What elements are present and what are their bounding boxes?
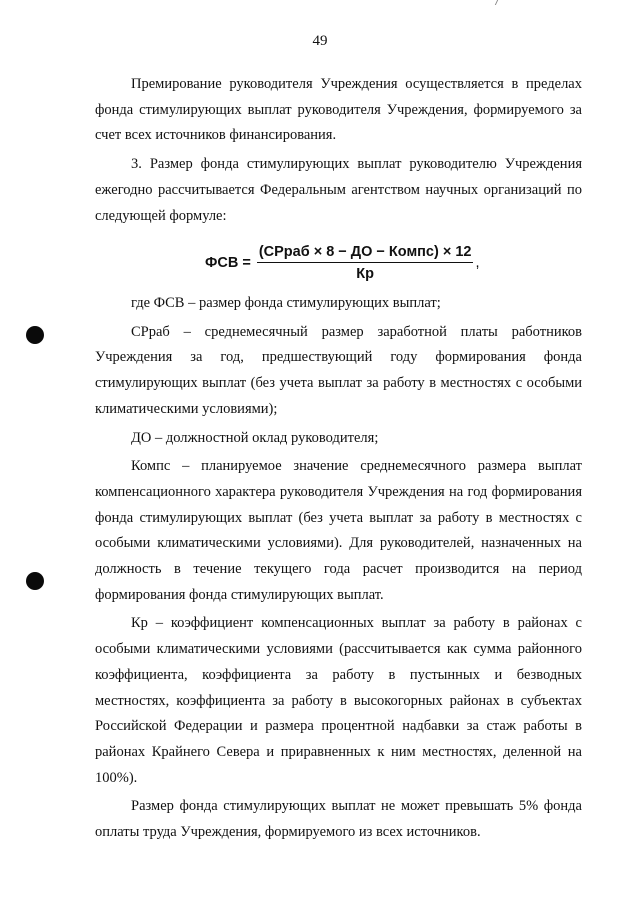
- paragraph-fund-size: 3. Размер фонда стимулирующих выплат руководителю Учреждения ежегодно рассчитывается Федеральным агентством научных организаций по следующей формуле:: [95, 156, 582, 224]
- formula-lhs: ФСВ =: [205, 255, 251, 271]
- punch-hole: [26, 326, 44, 344]
- paragraph-bonus: Премирование руководителя Учреждения осуществляется в пределах фонда стимулирующих выплат руководителя Учреждения, формируемого за счет всех источников финансирования.: [95, 76, 582, 144]
- page-number: 49: [312, 33, 328, 49]
- definition-srrab: СРраб – среднемесячный размер заработной платы работников Учреждения за год, предшествующий году формирования фонда стимулирующих выплат (без учета выплат за работу в местностях с особыми климатическими условиями);: [95, 323, 582, 417]
- definition-komps: Компс – планируемое значение среднемесячного размера выплат компенсационного характера руководителя Учреждения на год формирования фонда стимулирующих выплат (без учета выплат за работу в местностях с особыми климатическими условиями). Для руководителей, назначенных на должность в течение текущего года расчет производится на период формирования фонда стимулирующих выплат.: [95, 458, 582, 603]
- intro-text: [95, 72, 582, 229]
- paragraph-limit: Размер фонда стимулирующих выплат не может превышать 5% фонда оплаты труда Учреждения, формируемого из всех источников.: [95, 798, 582, 841]
- formula-comma: ,: [475, 255, 480, 271]
- definition-fsv: где ФСВ – размер фонда стимулирующих выплат;: [131, 295, 441, 311]
- formula-fsv: [205, 244, 480, 282]
- definitions-text: [95, 291, 582, 846]
- formula-numerator: (СРраб × 8 − ДО − Компс) × 12: [257, 244, 474, 263]
- punch-hole: [26, 572, 44, 590]
- formula-denominator: Кр: [356, 266, 375, 282]
- scan-mark: [495, 0, 501, 5]
- formula-fraction: [257, 244, 474, 282]
- definition-do: ДО – должностной оклад руководителя;: [131, 429, 379, 446]
- definition-kr: Кр – коэффициент компенсационных выплат за работу в районах с особыми климатическими условиями (рассчитывается как сумма районного коэффициента, коэффициента за работу в пустынных и безводных местностях, коэффициента за работу в высокогорных районах в субъектах Российской Федерации и размера процентной надбавки за стаж работы в районах Крайнего Севера и приравненных к ним местностях, деленной на 100%).: [95, 615, 582, 786]
